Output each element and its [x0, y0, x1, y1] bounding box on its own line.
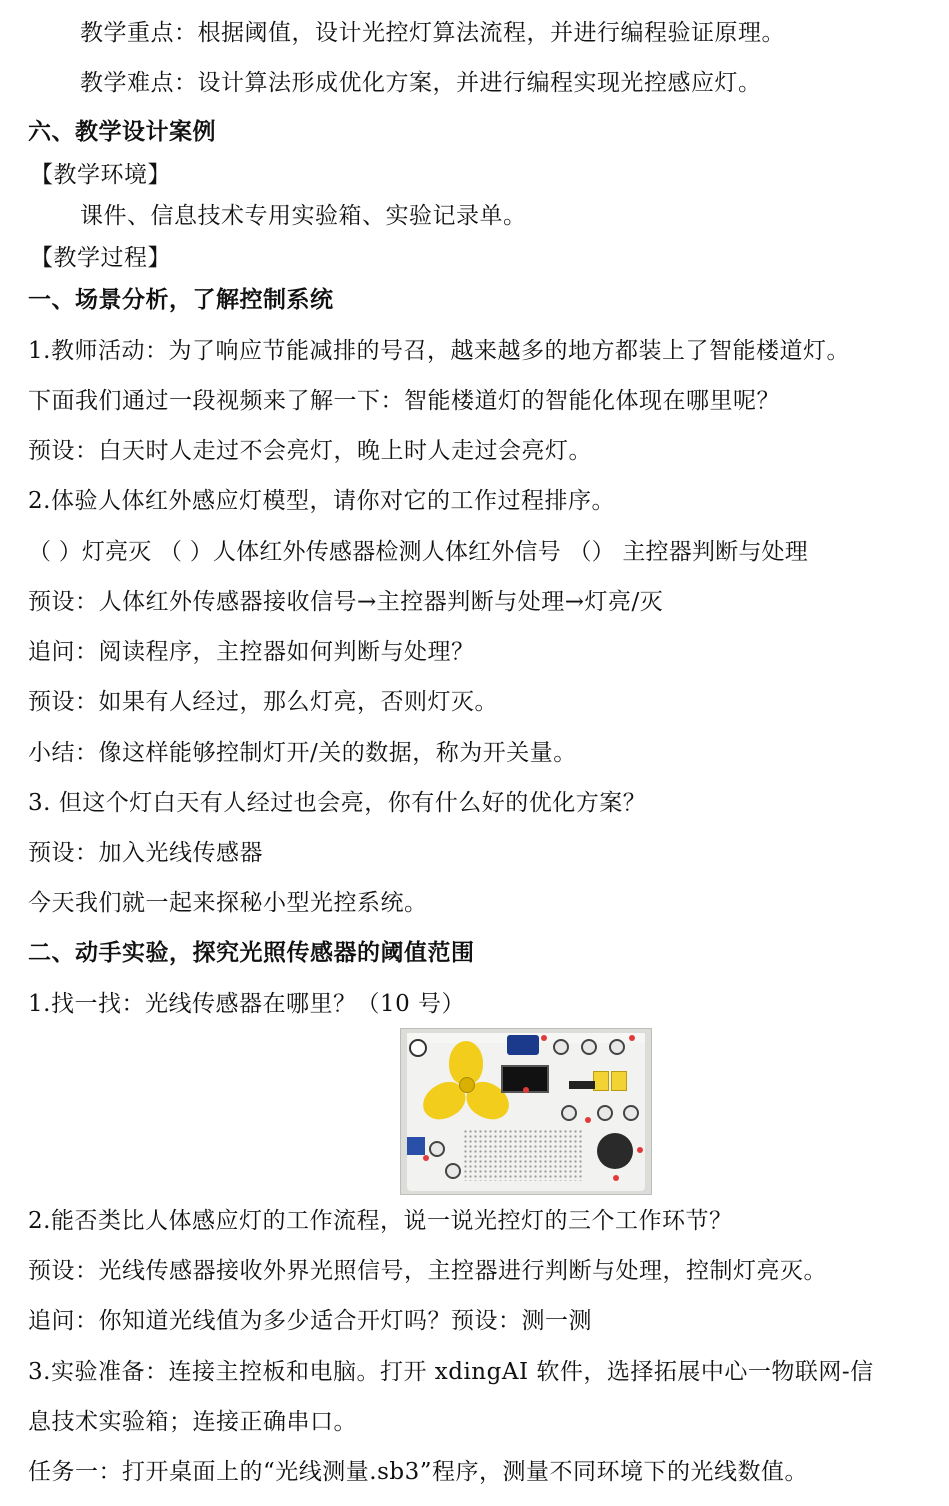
- paragraph: 预设：白天时人走过不会亮灯，晚上时人走过会亮灯。: [28, 438, 592, 464]
- paragraph: 2.体验人体红外感应灯模型，请你对它的工作过程排序。: [28, 488, 615, 514]
- environment-text: 课件、信息技术专用实验箱、实验记录单。: [80, 203, 527, 229]
- paragraph: 预设：加入光线传感器: [28, 840, 263, 866]
- paragraph: 3. 但这个灯白天有人经过也会亮，你有什么好的优化方案？: [28, 790, 647, 816]
- paragraph: 追问：阅读程序，主控器如何判断与处理？: [28, 639, 475, 665]
- paragraph: 3.实验准备：连接主控板和电脑。打开 xdingAI 软件，选择拓展中心一物联网-信: [28, 1359, 874, 1385]
- paragraph: 息技术实验箱；连接正确串口。: [28, 1409, 357, 1435]
- paragraph: 预设：光线传感器接收外界光照信号，主控器进行判断与处理，控制灯亮灭。: [28, 1258, 827, 1284]
- experiment-kit-photo: [400, 1028, 652, 1195]
- section-heading-six: 六、教学设计案例: [28, 119, 216, 145]
- ordering-exercise: （ ）灯亮灭 （ ）人体红外传感器检测人体红外信号 （） 主控器判断与处理: [28, 539, 808, 565]
- paragraph: 预设：如果有人经过，那么灯亮，否则灯灭。: [28, 689, 498, 715]
- paragraph: 2.能否类比人体感应灯的工作流程，说一说光控灯的三个工作环节？: [28, 1208, 733, 1234]
- paragraph: 1.找一找：光线传感器在哪里？（10 号）: [28, 991, 466, 1017]
- paragraph: 下面我们通过一段视频来了解一下：智能楼道灯的智能化体现在哪里呢？: [28, 388, 780, 414]
- paragraph: 预设：人体红外传感器接收信号→主控器判断与处理→灯亮/灭: [28, 589, 664, 615]
- task-one: 任务一：打开桌面上的“光线测量.sb3”程序，测量不同环境下的光线数值。: [28, 1459, 808, 1485]
- section-heading-two: 二、动手实验，探究光照传感器的阈值范围: [28, 940, 475, 966]
- section-heading-one: 一、场景分析，了解控制系统: [28, 287, 334, 313]
- bracket-heading-process: 【教学过程】: [30, 245, 171, 271]
- paragraph: 今天我们就一起来探秘小型光控系统。: [28, 890, 428, 916]
- paragraph: 追问：你知道光线值为多少适合开灯吗？预设：测一测: [28, 1308, 592, 1334]
- bracket-heading-environment: 【教学环境】: [30, 162, 171, 188]
- teaching-difficulty: 教学难点：设计算法形成优化方案，并进行编程实现光控感应灯。: [80, 70, 762, 96]
- paragraph: 1.教师活动：为了响应节能减排的号召，越来越多的地方都装上了智能楼道灯。: [28, 338, 850, 364]
- teaching-focus: 教学重点：根据阈值，设计光控灯算法流程，并进行编程验证原理。: [80, 20, 785, 46]
- paragraph: 小结：像这样能够控制灯开/关的数据，称为开关量。: [28, 740, 577, 766]
